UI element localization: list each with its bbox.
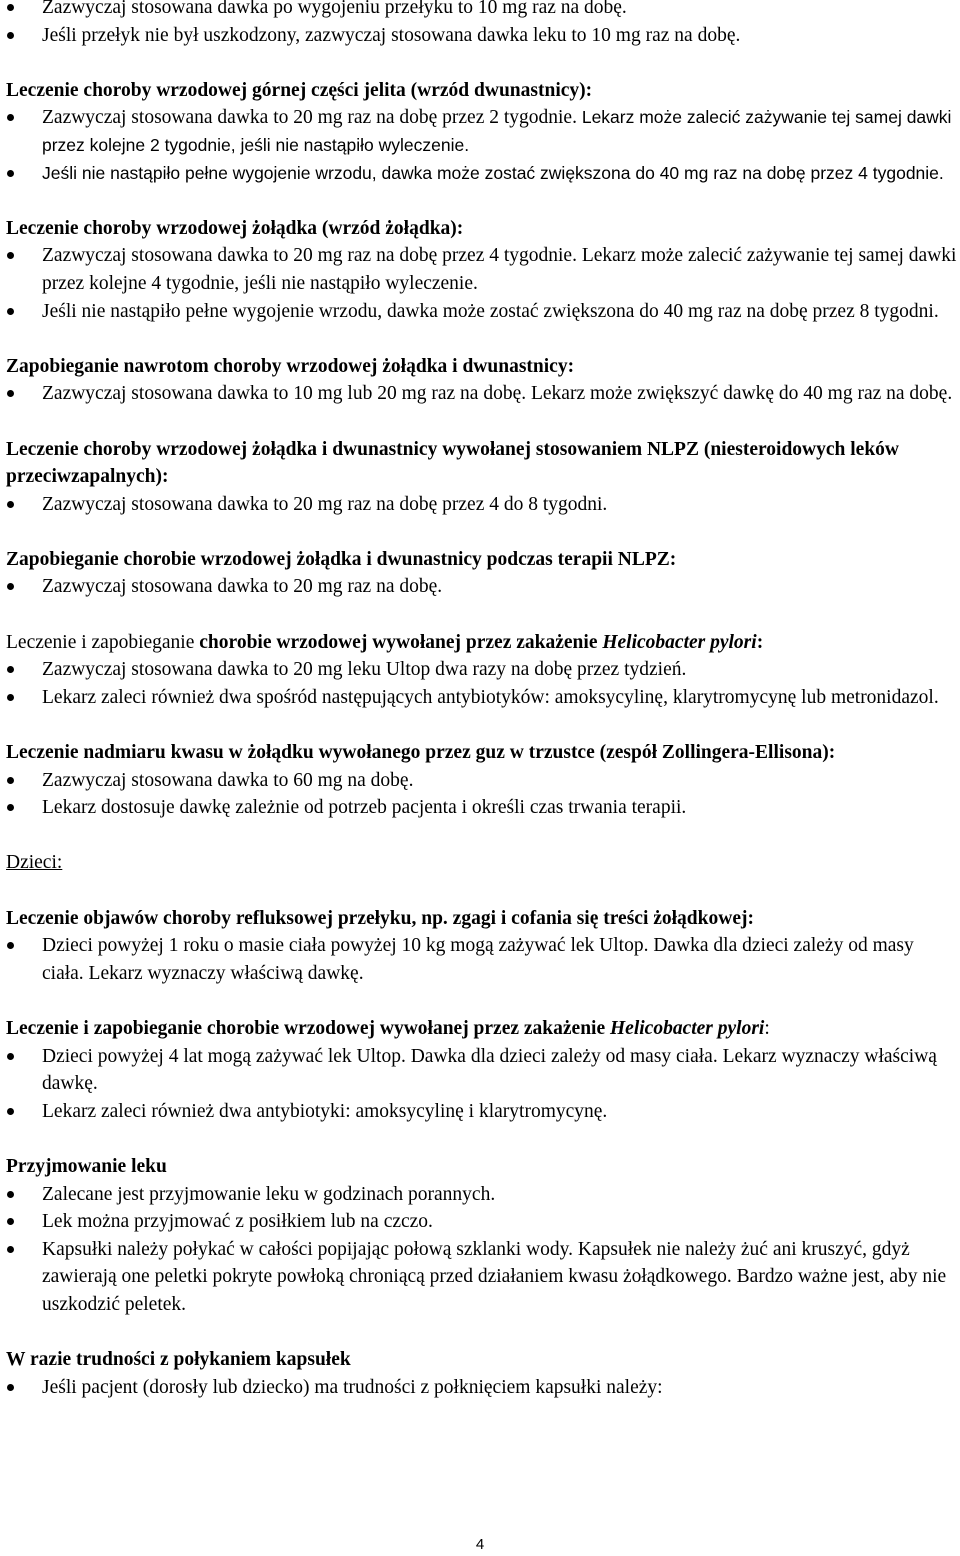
bullet-list bbox=[6, 380, 960, 408]
list-item: Jeśli pacjent (dorosły lub dziecko) ma trudności z połknięciem kapsułki należy: bbox=[6, 1374, 960, 1402]
bullet-list bbox=[6, 0, 960, 49]
heading-text-italic: Helicobacter pylori bbox=[602, 631, 757, 653]
section-zollinger-ellison bbox=[6, 739, 960, 822]
heading-text-bold: : bbox=[756, 631, 764, 653]
list-item-text: Zazwyczaj stosowana dawka to 20 mg raz na dobę przez 2 tygodnie. bbox=[42, 107, 577, 129]
list-item-text-sans: Jeśli nie nastąpiło pełne wygojenie wrzodu, dawka może zostać zwiększona do 40 mg raz na dobę przez 4 tygodnie. bbox=[42, 162, 944, 183]
list-item: Dzieci powyżej 4 lat mogą zażywać lek Ultop. Dawka dla dzieci zależy od masy ciała. Lekarz wyznaczy właściwą dawkę. bbox=[6, 1043, 960, 1098]
list-item: Zalecane jest przyjmowanie leku w godzinach porannych. bbox=[6, 1181, 960, 1209]
list-item: Zazwyczaj stosowana dawka to 20 mg raz na dobę. bbox=[6, 573, 960, 601]
section-heading: Przyjmowanie leku bbox=[6, 1155, 167, 1177]
list-item: Zazwyczaj stosowana dawka to 20 mg raz na dobę przez 4 tygodnie. Lekarz może zalecić zażywanie tej samej dawki przez kolejne 4 tygodnie, jeśli nie nastąpiło wyleczenie. bbox=[6, 242, 960, 297]
list-item: Jeśli przełyk nie był uszkodzony, zazwyczaj stosowana dawka leku to 10 mg raz na dobę. bbox=[6, 22, 960, 50]
section-children-h-pylori bbox=[6, 1015, 960, 1125]
heading-text-bold: chorobie wrzodowej wywołanej przez zakażenie bbox=[199, 631, 603, 653]
section-nsaid-ulcer-treatment bbox=[6, 436, 960, 519]
section-heading bbox=[6, 629, 960, 657]
page-number: 4 bbox=[475, 1536, 485, 1553]
intro-section bbox=[6, 0, 960, 49]
bullet-list bbox=[6, 1374, 960, 1402]
list-item: Zazwyczaj stosowana dawka to 20 mg leku Ultop dwa razy na dobę przez tydzień. bbox=[6, 656, 960, 684]
bullet-list bbox=[6, 104, 960, 187]
section-heading: Leczenie choroby wrzodowej górnej części jelita (wrzód dwunastnicy): bbox=[6, 79, 593, 101]
section-duodenal-ulcer bbox=[6, 77, 960, 187]
bullet-list bbox=[6, 491, 960, 519]
bullet-list bbox=[6, 656, 960, 711]
list-item: Dzieci powyżej 1 roku o masie ciała powyżej 10 kg mogą zażywać lek Ultop. Dawka dla dzieci zależy od masy ciała. Lekarz wyznaczy właściwą dawkę. bbox=[6, 932, 960, 987]
bullet-list bbox=[6, 573, 960, 601]
section-taking-medicine bbox=[6, 1153, 960, 1319]
bullet-list bbox=[6, 242, 960, 325]
section-nsaid-ulcer-prevention bbox=[6, 546, 960, 601]
bullet-list bbox=[6, 1181, 960, 1319]
list-item bbox=[6, 104, 960, 159]
heading-text: Leczenie i zapobieganie bbox=[6, 631, 200, 653]
section-heading bbox=[6, 849, 960, 877]
list-item: Zazwyczaj stosowana dawka to 60 mg na dobę. bbox=[6, 767, 960, 795]
heading-text: : bbox=[764, 1017, 770, 1039]
list-item: Zazwyczaj stosowana dawka to 10 mg lub 20 mg raz na dobę. Lekarz może zwiększyć dawkę do 40 mg raz na dobę. bbox=[6, 380, 960, 408]
list-item: Lek można przyjmować z posiłkiem lub na czczo. bbox=[6, 1208, 960, 1236]
bullet-list bbox=[6, 932, 960, 987]
section-heading: Leczenie choroby wrzodowej żołądka (wrzód żołądka): bbox=[6, 217, 464, 239]
section-heading: Leczenie nadmiaru kwasu w żołądku wywołanego przez guz w trzustce (zespół Zollingera-Ellisona): bbox=[6, 742, 836, 764]
list-item: Kapsułki należy połykać w całości popijając połową szklanki wody. Kapsułek nie należy żuć ani kruszyć, gdyż zawierają one peletki pokryte powłoką chroniącą przed działaniem kwasu żołądkowego. Bardzo ważne jest, aby nie uszkodzić peletek. bbox=[6, 1236, 960, 1319]
section-heading: Leczenie choroby wrzodowej żołądka i dwunastnicy wywołanej stosowaniem NLPZ (niesteroidowych leków przeciwzapalnych): bbox=[6, 438, 900, 488]
list-item: Zazwyczaj stosowana dawka to 20 mg raz na dobę przez 4 do 8 tygodni. bbox=[6, 491, 960, 519]
list-item: Lekarz zaleci również dwa antybiotyki: amoksycylinę i klarytromycynę. bbox=[6, 1098, 960, 1126]
list-item bbox=[6, 160, 960, 188]
heading-text-italic: Helicobacter pylori bbox=[610, 1017, 765, 1039]
section-heading bbox=[6, 1015, 960, 1043]
list-item-text-sans: Lekarz może zalecić zażywanie tej samej dawki przez kolejne 2 tygodnie, jeśli nie nastąpiło wyleczenie. bbox=[42, 107, 952, 155]
list-item: Zazwyczaj stosowana dawka po wygojeniu przełyku to 10 mg raz na dobę. bbox=[6, 0, 960, 22]
heading-text: Leczenie i zapobieganie chorobie wrzodowej wywołanej przez zakażenie bbox=[6, 1017, 611, 1039]
section-heading: W razie trudności z połykaniem kapsułek bbox=[6, 1349, 351, 1371]
section-h-pylori bbox=[6, 629, 960, 712]
list-item: Lekarz dostosuje dawkę zależnie od potrzeb pacjenta i określi czas trwania terapii. bbox=[6, 794, 960, 822]
bullet-list bbox=[6, 767, 960, 822]
list-item: Jeśli nie nastąpiło pełne wygojenie wrzodu, dawka może zostać zwiększona do 40 mg raz na dobę przez 8 tygodni. bbox=[6, 298, 960, 326]
section-gastric-ulcer bbox=[6, 215, 960, 325]
children-heading-section bbox=[6, 849, 960, 877]
document-page bbox=[6, 0, 960, 1401]
section-relapse-prevention bbox=[6, 353, 960, 408]
children-heading: Dzieci: bbox=[6, 852, 63, 874]
section-heading: Zapobieganie nawrotom choroby wrzodowej żołądka i dwunastnicy: bbox=[6, 355, 575, 377]
bullet-list bbox=[6, 1043, 960, 1126]
section-heading: Leczenie objawów choroby refluksowej przełyku, np. zgagi i cofania się treści żołądkowej: bbox=[6, 907, 754, 929]
section-swallowing-difficulty bbox=[6, 1346, 960, 1401]
list-item: Lekarz zaleci również dwa spośród następujących antybiotyków: amoksycylinę, klarytromycynę lub metronidazol. bbox=[6, 684, 960, 712]
section-heading: Zapobieganie chorobie wrzodowej żołądka i dwunastnicy podczas terapii NLPZ: bbox=[6, 548, 677, 570]
section-children-reflux bbox=[6, 905, 960, 988]
